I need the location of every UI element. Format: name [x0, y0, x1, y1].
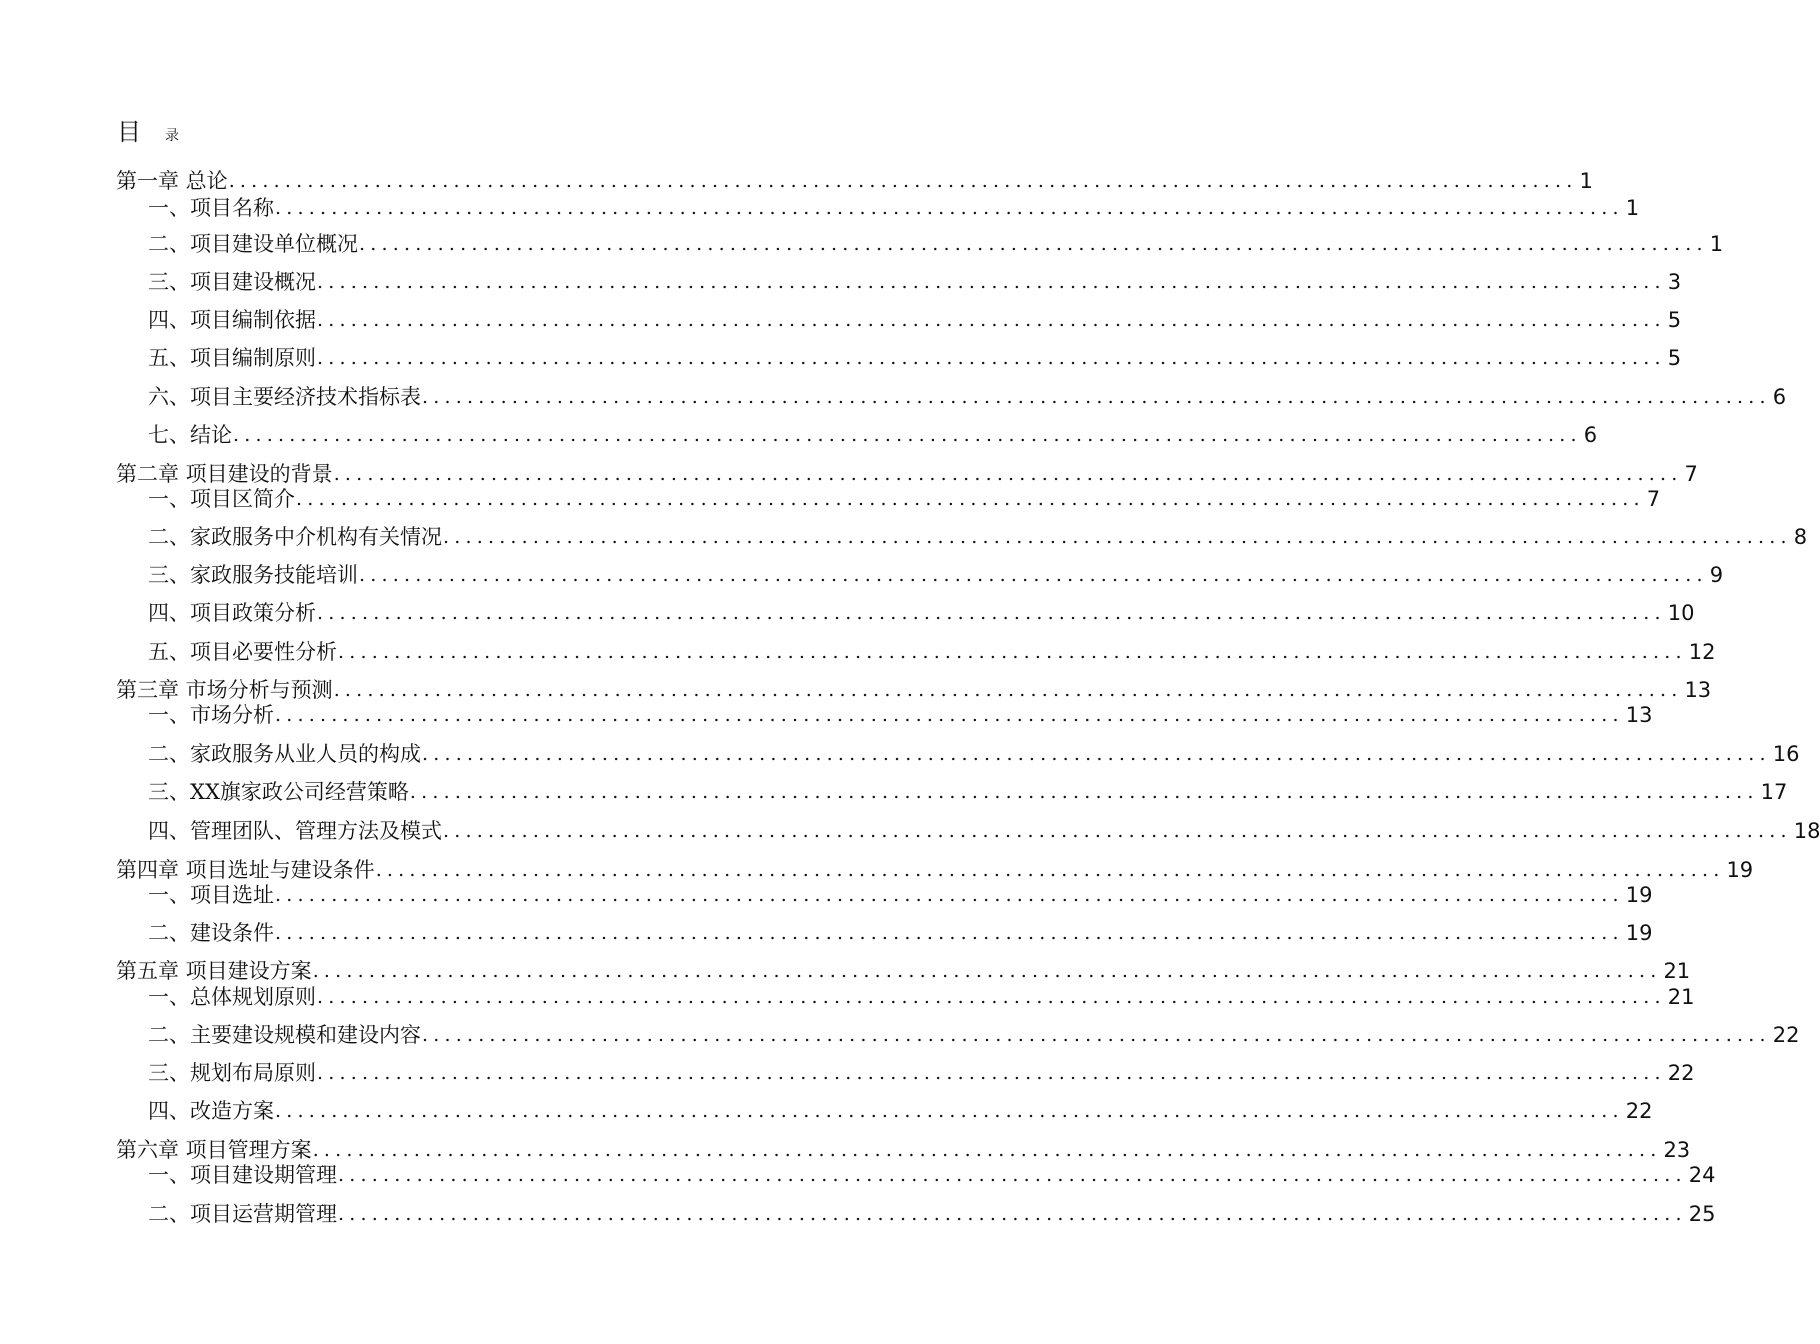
toc-leader-dots: ........................................................................................................................ — [317, 347, 1666, 369]
toc-leader-dots: ........................................................................................................................ — [317, 986, 1666, 1008]
toc-leader-dots: ........................................................................................................................ — [338, 641, 1687, 663]
toc-section-entry — [116, 918, 1653, 948]
toc-section-entry — [116, 484, 1661, 514]
toc-entry-label: 一、项目选址 — [148, 883, 274, 907]
toc-entry-page-number: 5 — [1667, 346, 1682, 370]
toc-entry-label: 六、项目主要经济技术指标表 — [148, 385, 421, 409]
toc-entry-label: 第一章 总论 — [116, 169, 228, 193]
toc-leader-dots: ........................................................................................................................ — [275, 1100, 1624, 1122]
toc-entry-label: 二、主要建设规模和建设内容 — [148, 1023, 421, 1047]
toc-entry-page-number: 22 — [1772, 1023, 1800, 1047]
toc-leader-dots: ........................................................................................................................ — [312, 1139, 1662, 1161]
toc-entry-page-number: 23 — [1663, 1138, 1691, 1162]
toc-leader-dots: ........................................................................................................................ — [422, 1024, 1771, 1046]
toc-leader-dots: ........................................................................................................................ — [317, 602, 1666, 624]
toc-leader-dots: ........................................................................................................................ — [275, 704, 1624, 726]
toc-entry-label: 第四章 项目选址与建设条件 — [116, 858, 375, 882]
toc-leader-dots: ........................................................................................................................ — [333, 463, 1683, 485]
toc-entry-page-number: 6 — [1583, 423, 1598, 447]
toc-section-entry — [116, 637, 1716, 667]
toc-entry-page-number: 1 — [1625, 196, 1640, 220]
toc-entry-label: 第五章 项目建设方案 — [116, 959, 312, 983]
toc-entry-label: 一、总体规划原则 — [148, 985, 316, 1009]
toc-leader-dots: ........................................................................................................................ — [228, 170, 1578, 192]
toc-title-main: 目 — [117, 118, 141, 146]
toc-entry-label: 三、家政服务技能培训 — [148, 563, 358, 587]
toc-section-entry — [116, 739, 1800, 769]
toc-section-entry — [116, 420, 1598, 450]
toc-section-entry — [116, 343, 1682, 373]
toc-entry-page-number: 16 — [1772, 742, 1800, 766]
toc-entry-page-number: 5 — [1667, 308, 1682, 332]
toc-entry-page-number: 7 — [1684, 462, 1698, 486]
toc-section-entry — [116, 1058, 1695, 1088]
toc-section-entry — [116, 1160, 1716, 1190]
toc-entry-label: 四、管理团队、管理方法及模式 — [148, 819, 442, 843]
toc-section-entry — [116, 982, 1695, 1012]
toc-section-entry — [116, 1096, 1653, 1126]
toc-entry-page-number: 17 — [1760, 780, 1788, 804]
toc-entry-page-number: 9 — [1709, 563, 1724, 587]
toc-leader-dots: ........................................................................................................................ — [275, 197, 1624, 219]
toc-leader-dots: ........................................................................................................................ — [359, 233, 1708, 255]
toc-section-entry — [116, 777, 1788, 807]
toc-leader-dots: ........................................................................................................................ — [317, 1062, 1666, 1084]
toc-section-entry — [116, 560, 1724, 590]
toc-entry-page-number: 18 — [1793, 819, 1820, 843]
toc-section-entry — [116, 229, 1724, 259]
toc-entry-page-number: 21 — [1663, 959, 1691, 983]
toc-entry-label: 五、项目编制原则 — [148, 346, 316, 370]
toc-entry-page-number: 6 — [1772, 385, 1787, 409]
toc-entry-label: 七、结论 — [148, 423, 232, 447]
toc-section-entry — [116, 522, 1808, 552]
toc-entry-page-number: 19 — [1726, 858, 1754, 882]
toc-section-entry — [116, 193, 1640, 223]
toc-entry-page-number: 8 — [1793, 525, 1808, 549]
toc-section-entry — [116, 1020, 1800, 1050]
toc-entry-label: 三、规划布局原则 — [148, 1061, 316, 1085]
toc-entry-label: 四、项目政策分析 — [148, 601, 316, 625]
toc-entry-page-number: 21 — [1667, 985, 1695, 1009]
toc-leader-dots: ........................................................................................................................ — [317, 271, 1666, 293]
toc-section-entry — [116, 816, 1820, 846]
toc-entry-page-number: 22 — [1667, 1061, 1695, 1085]
toc-entry-page-number: 12 — [1688, 640, 1716, 664]
toc-entry-page-number: 10 — [1667, 601, 1695, 625]
toc-leader-dots: ........................................................................................................................ — [338, 1203, 1687, 1225]
toc-entry-label: 二、建设条件 — [148, 921, 274, 945]
toc-leader-dots: ........................................................................................................................ — [233, 424, 1582, 446]
toc-entry-label: 一、市场分析 — [148, 703, 274, 727]
toc-entry-page-number: 1 — [1579, 169, 1593, 193]
toc-entry-page-number: 1 — [1709, 232, 1724, 256]
toc-entry-label: 五、项目必要性分析 — [148, 640, 337, 664]
toc-section-entry — [116, 1199, 1716, 1229]
toc-entry-page-number: 13 — [1684, 678, 1712, 702]
toc-section-entry — [116, 267, 1682, 297]
toc-leader-dots: ........................................................................................................................ — [296, 488, 1645, 510]
toc-entry-page-number: 22 — [1625, 1099, 1653, 1123]
toc-leader-dots: ........................................................................................................................ — [443, 820, 1792, 842]
toc-entry-label: 三、项目建设概况 — [148, 270, 316, 294]
toc-leader-dots: ........................................................................................................................ — [275, 922, 1624, 944]
toc-entry-label: 二、家政服务从业人员的构成 — [148, 742, 421, 766]
toc-entry-label: 三、XX旗家政公司经营策略 — [148, 780, 409, 804]
toc-entry-label: 四、项目编制依据 — [148, 308, 316, 332]
toc-entry-label: 四、改造方案 — [148, 1099, 274, 1123]
toc-section-entry — [116, 382, 1787, 412]
toc-entry-label: 第六章 项目管理方案 — [116, 1138, 312, 1162]
toc-entry-page-number: 24 — [1688, 1163, 1716, 1187]
toc-entry-label: 二、家政服务中介机构有关情况 — [148, 525, 442, 549]
toc-entry-label: 一、项目建设期管理 — [148, 1163, 337, 1187]
toc-entry-label: 一、项目名称 — [148, 196, 274, 220]
toc-section-entry — [116, 880, 1653, 910]
toc-leader-dots: ........................................................................................................................ — [375, 859, 1725, 881]
toc-entry-page-number: 3 — [1667, 270, 1682, 294]
toc-section-entry — [116, 305, 1682, 335]
toc-entry-page-number: 13 — [1625, 703, 1653, 727]
toc-leader-dots: ........................................................................................................................ — [422, 386, 1771, 408]
toc-section-entry — [116, 700, 1653, 730]
toc-entry-label: 第二章 项目建设的背景 — [116, 462, 333, 486]
toc-entry-label: 二、项目建设单位概况 — [148, 232, 358, 256]
toc-entry-page-number: 19 — [1625, 883, 1653, 907]
toc-chapter-entry — [116, 166, 1593, 196]
toc-entry-page-number: 19 — [1625, 921, 1653, 945]
toc-leader-dots: ........................................................................................................................ — [409, 781, 1759, 803]
toc-leader-dots: ........................................................................................................................ — [317, 309, 1666, 331]
toc-leader-dots: ........................................................................................................................ — [443, 526, 1792, 548]
toc-leader-dots: ........................................................................................................................ — [359, 564, 1708, 586]
toc-leader-dots: ........................................................................................................................ — [422, 743, 1771, 765]
toc-leader-dots: ........................................................................................................................ — [312, 960, 1662, 982]
toc-entry-label: 一、项目区简介 — [148, 487, 295, 511]
toc-entry-page-number: 25 — [1688, 1202, 1716, 1226]
toc-entry-page-number: 7 — [1646, 487, 1661, 511]
toc-entry-label: 第三章 市场分析与预测 — [116, 678, 333, 702]
toc-leader-dots: ........................................................................................................................ — [338, 1164, 1687, 1186]
toc-leader-dots: ........................................................................................................................ — [333, 679, 1683, 701]
toc-title-sub: 录 — [165, 128, 179, 144]
toc-leader-dots: ........................................................................................................................ — [275, 884, 1624, 906]
toc-section-entry — [116, 598, 1695, 628]
toc-entry-label: 二、项目运营期管理 — [148, 1202, 337, 1226]
